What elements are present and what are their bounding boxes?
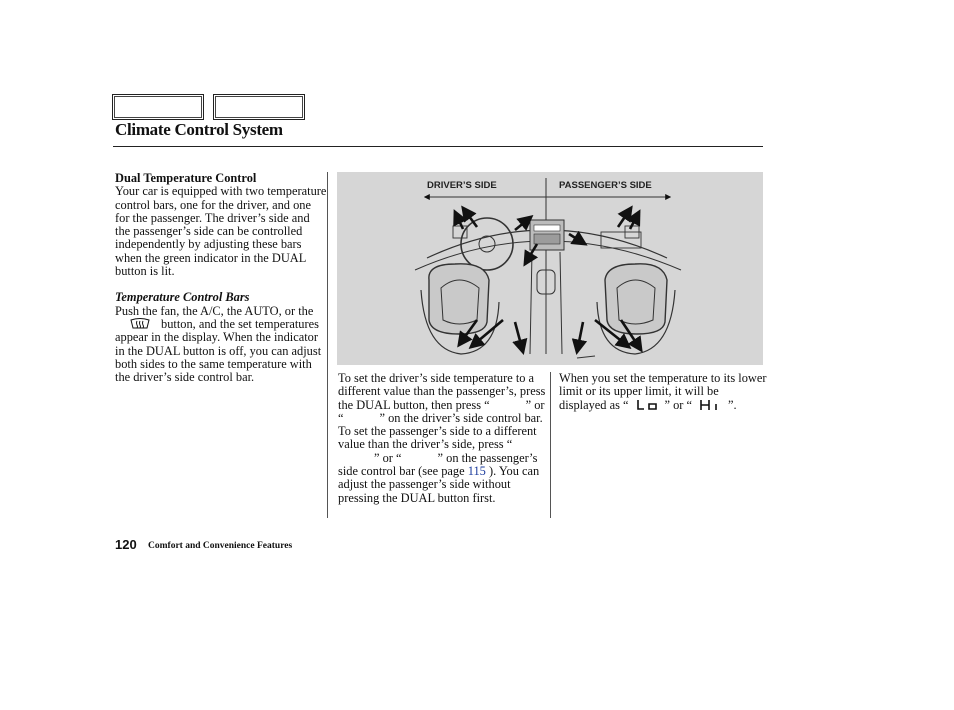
down-arrow-symbol [350, 412, 374, 424]
defrost-icon [129, 318, 151, 329]
page-title: Climate Control System [115, 120, 283, 139]
column-divider-left [327, 172, 328, 518]
nav-tab-1[interactable] [112, 94, 204, 120]
section-heading: Dual Temperature Control [115, 171, 257, 185]
cabin-illustration [337, 172, 763, 365]
subsection-heading: Temperature Control Bars [115, 290, 250, 305]
cabin-diagram [337, 172, 763, 365]
section-name: Comfort and Convenience Features [148, 541, 293, 551]
right-column: When you set the temperature to its lower limit or its upper limit, it will be displayed as “ ” or “ ”. [559, 371, 767, 412]
hi-display-icon [698, 399, 722, 411]
up-arrow-symbol-2 [344, 452, 368, 464]
lo-display-icon [635, 399, 659, 411]
nav-tab-2[interactable] [213, 94, 305, 120]
up-arrow-symbol [496, 399, 520, 411]
down-arrow-symbol-2 [408, 452, 432, 464]
column-divider-right [550, 372, 551, 518]
passengers-side-label: PASSENGER’S SIDE [559, 180, 652, 191]
drivers-side-label: DRIVER’S SIDE [427, 180, 497, 191]
intro-paragraph: Your car is equipped with two temperature control bars, one for the driver, and one for the passenger. The driver’s side and the passenger’s side can be controlled independently by adjusting these bars when the green indicator in the DUAL button is lit. [115, 184, 327, 279]
title-divider [113, 146, 763, 147]
control-bars-paragraph: Push the fan, the A/C, the AUTO, or thebutton, and the set temperatures appear in the display. When the indicator in the DUAL button is off, you can adjust both sides to the same temperature with the driver’s side control bar. [115, 303, 322, 385]
left-column [115, 172, 327, 384]
middle-column: To set the driver’s side temperature to a different value than the passenger’s, press the DUAL button, then press “ ” or “ ” on the driver’s side control bar. To set the passenger’s side to a different value than the driver’s side, press “” or “ ” on the passenger’s side control bar (see page 115 ). You can adjust the passenger’s side without pressing the DUAL button first. [338, 371, 546, 505]
page-115-link[interactable]: 115 [467, 464, 486, 479]
page-number: 120 [115, 537, 137, 552]
